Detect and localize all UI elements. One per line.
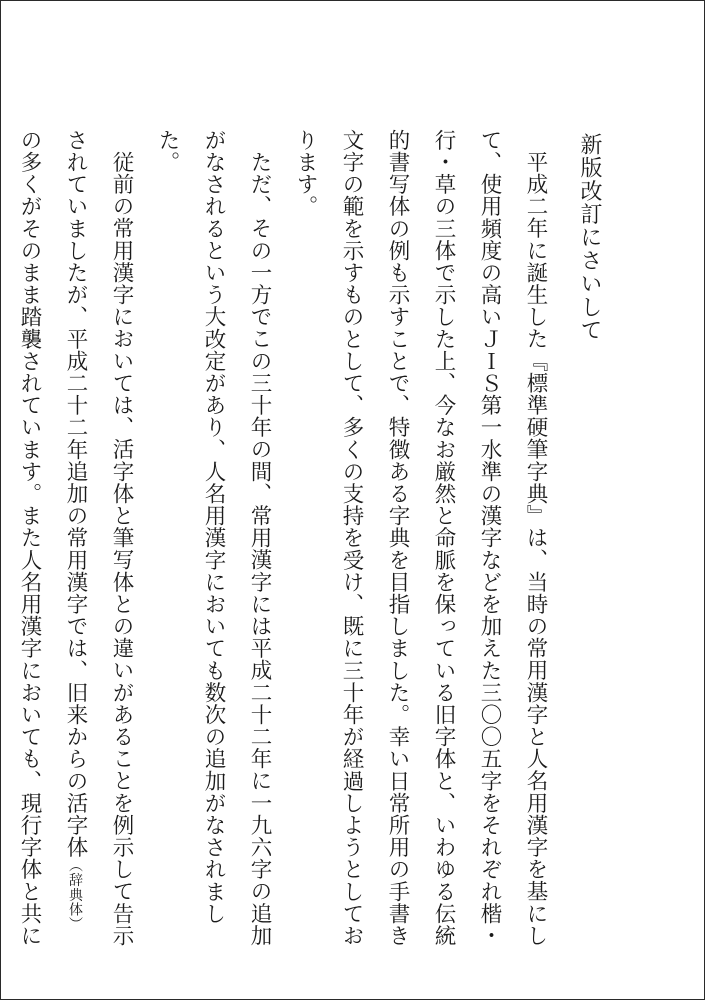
paragraph-2: ただ、その一方でこの三十年の間、常用漢字には平成二十二年に一九六字の追加がなされるという大改定があり、人名用漢字においても数次の追加がなされました。	[155, 129, 272, 947]
annotation-text: 辞典体	[67, 872, 83, 917]
paragraph-1: 平成二年に誕生した『標準硬筆字典』は、当時の常用漢字と人名用漢字を基にして、使用頻度の高いＪＩＳ第一水準の漢字などを加えた三〇〇五字をそれぞれ楷・行・草の三体で示した上、今なお厳然と命脈を保っている旧字体と、いわゆる伝統的書写体の例も示すことで、特徴ある字典を目指しました。幸い日常所用の手書き文字の範を示すものとして、多くの支持を受け、既に三十年が経過しようとしております。	[293, 129, 548, 947]
paragraph-3	[0, 129, 144, 949]
paragraph-3-annotation: （辞典体）	[67, 858, 83, 932]
paragraph-3-part-1: 従前の常用漢字においては、活字体と筆写体との違いがあることを例示して告示されていましたが、平成二十二年追加の常用漢字では、旧来からの活字体	[63, 129, 134, 947]
page-title: 新版改訂にさいして	[577, 133, 602, 342]
vertical-text-body	[0, 129, 620, 949]
paragraph-3-part-2: の多くがそのまま踏襲されています。また人名用漢字においても、現行字体と共に	[17, 129, 42, 947]
